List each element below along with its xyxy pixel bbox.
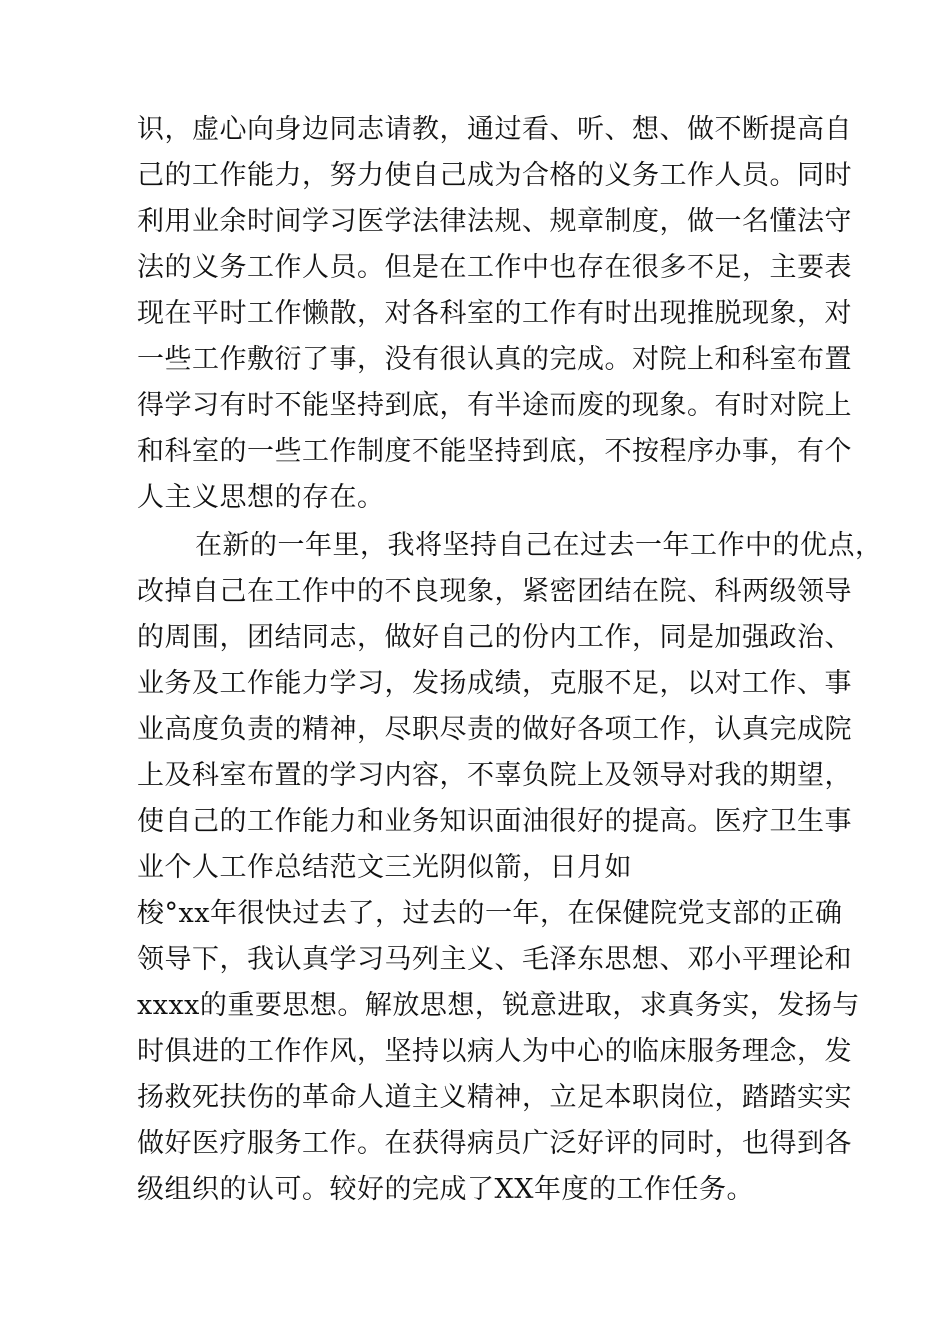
text-line: 业个人工作总结范文三光阴似箭，日月如 bbox=[137, 852, 632, 883]
text-line: 扬救死扶伤的革命人道主义精神，立足本职岗位，踏踏实实 bbox=[137, 1082, 852, 1113]
text-line: 做好医疗服务工作。在获得病员广泛好评的同时，也得到各 bbox=[137, 1128, 852, 1159]
text-line: 己的工作能力，努力使自己成为合格的义务工作人员。同时 bbox=[137, 160, 852, 191]
text-line: xxxx的重要思想。解放思想，锐意进取，求真务实，发扬与 bbox=[137, 990, 860, 1021]
text-line: 人主义思想的存在。 bbox=[137, 482, 385, 513]
text-line: 识，虚心向身边同志请教，通过看、听、想、做不断提高自 bbox=[137, 114, 852, 145]
text-line: 上及科室布置的学习内容，不辜负院上及领导对我的期望， bbox=[137, 760, 852, 791]
paragraph-first-line: 在新的一年里，我将坚持自己在过去一年工作中的优点， bbox=[195, 530, 883, 561]
text-line: 一些工作敷衍了事，没有很认真的完成。对院上和科室布置 bbox=[137, 344, 852, 375]
text-line: 法的义务工作人员。但是在工作中也存在很多不足，主要表 bbox=[137, 252, 852, 283]
text-line: 业高度负责的精神，尽职尽责的做好各项工作，认真完成院 bbox=[137, 714, 852, 745]
text-line: 改掉自己在工作中的不良现象，紧密团结在院、科两级领导 bbox=[137, 576, 852, 607]
text-line: 领导下，我认真学习马列主义、毛泽东思想、邓小平理论和 bbox=[137, 944, 852, 975]
text-line: 和科室的一些工作制度不能坚持到底，不按程序办事，有个 bbox=[137, 436, 852, 467]
text-line: 利用业余时间学习医学法律法规、规章制度，做一名懂法守 bbox=[137, 206, 852, 237]
text-line: 级组织的认可。较好的完成了XX年度的工作任务。 bbox=[137, 1174, 754, 1205]
text-line: 时俱进的工作作风，坚持以病人为中心的临床服务理念，发 bbox=[137, 1036, 852, 1067]
text-line: 的周围，团结同志，做好自己的份内工作，同是加强政治、 bbox=[137, 622, 852, 653]
text-line: 使自己的工作能力和业务知识面油很好的提高。医疗卫生事 bbox=[137, 806, 852, 837]
text-line: 业务及工作能力学习，发扬成绩，克服不足，以对工作、事 bbox=[137, 668, 852, 699]
text-line: 梭°xx年很快过去了，过去的一年，在保健院党支部的正确 bbox=[137, 898, 843, 929]
text-line: 得学习有时不能坚持到底，有半途而废的现象。有时对院上 bbox=[137, 390, 852, 421]
text-line: 现在平时工作懒散，对各科室的工作有时出现推脱现象，对 bbox=[137, 298, 852, 329]
